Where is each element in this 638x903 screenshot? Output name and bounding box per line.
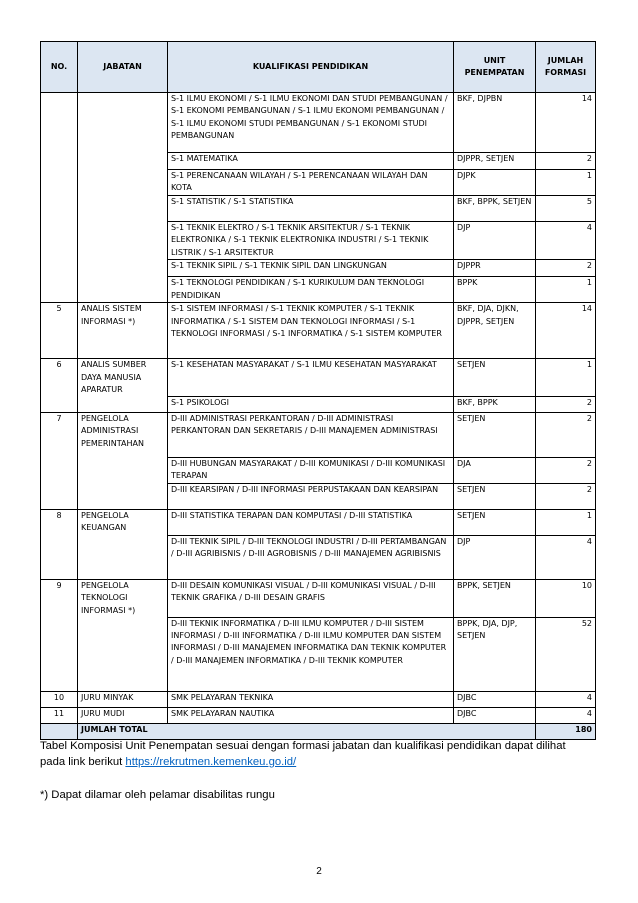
cell-no: 10 — [41, 691, 78, 707]
cell-unit: BKF, DJPBN — [454, 93, 536, 153]
table-body — [41, 93, 596, 740]
table-header-row — [41, 42, 596, 93]
recruitment-link[interactable]: https://rekrutmen.kemenkeu.go.id/ — [125, 756, 297, 768]
cell-kualifikasi: D-III ADMINISTRASI PERKANTORAN / D-III ADMINISTRASI PERKANTORAN DAN SEKRETARIS / D-III MANAJEMEN ADMINISTRASI — [168, 412, 454, 457]
total-value: 180 — [536, 723, 596, 739]
table-row — [41, 359, 596, 397]
formation-table — [40, 41, 596, 740]
cell-kualifikasi: S-1 SISTEM INFORMASI / S-1 TEKNIK KOMPUTER / S-1 TEKNIK INFORMATIKA / S-1 SISTEM DAN TEKNOLOGI INFORMASI / S-1 TEKNOLOGI INFORMASI / S-1 INFORMATIKA / S-1 SISTEM KOMPUTER — [168, 303, 454, 359]
table-row — [41, 260, 596, 277]
cell-formasi: 14 — [536, 93, 596, 153]
cell-jabatan: JURU MUDI — [78, 707, 168, 723]
table-row — [41, 396, 596, 412]
cell-no: 11 — [41, 707, 78, 723]
cell-jabatan: PENGELOLA ADMINISTRASI PEMERINTAHAN — [78, 412, 168, 457]
cell-no — [41, 93, 78, 153]
note-line-2 — [40, 754, 296, 770]
cell-unit: SETJEN — [454, 509, 536, 535]
cell-no: 7 — [41, 412, 78, 457]
cell-formasi: 1 — [536, 509, 596, 535]
cell-formasi: 2 — [536, 396, 596, 412]
cell-jabatan — [78, 260, 168, 277]
cell-no — [41, 260, 78, 277]
table-row — [41, 483, 596, 509]
cell-unit: DJBC — [454, 691, 536, 707]
table-row — [41, 303, 596, 359]
cell-kualifikasi: S-1 MATEMATIKA — [168, 153, 454, 170]
cell-unit: DJPK — [454, 170, 536, 196]
table-row — [41, 707, 596, 723]
cell-jabatan — [78, 153, 168, 170]
cell-formasi: 4 — [536, 691, 596, 707]
cell-kualifikasi: D-III DESAIN KOMUNIKASI VISUAL / D-III KOMUNIKASI VISUAL / D-III TEKNIK GRAFIKA / D-III DESAIN GRAFIS — [168, 579, 454, 617]
cell-kualifikasi: S-1 PSIKOLOGI — [168, 396, 454, 412]
cell-no: 9 — [41, 579, 78, 617]
table-row — [41, 535, 596, 579]
cell-formasi: 1 — [536, 359, 596, 397]
table-row — [41, 412, 596, 457]
cell-unit: DJA — [454, 457, 536, 483]
cell-no — [41, 457, 78, 483]
header-no: NO. — [41, 42, 78, 93]
cell-formasi: 2 — [536, 483, 596, 509]
cell-unit: SETJEN — [454, 483, 536, 509]
cell-unit: BKF, BPPK — [454, 396, 536, 412]
cell-formasi: 1 — [536, 170, 596, 196]
cell-kualifikasi: S-1 TEKNIK SIPIL / S-1 TEKNIK SIPIL DAN LINGKUNGAN — [168, 260, 454, 277]
table-row — [41, 170, 596, 196]
table-row — [41, 153, 596, 170]
total-label: JUMLAH TOTAL — [78, 723, 536, 739]
table-row — [41, 222, 596, 260]
cell-no — [41, 396, 78, 412]
cell-unit: DJPPR, SETJEN — [454, 153, 536, 170]
cell-kualifikasi: S-1 STATISTIK / S-1 STATISTIKA — [168, 196, 454, 222]
cell-no — [41, 483, 78, 509]
cell-no — [41, 153, 78, 170]
cell-jabatan: ANALIS SISTEM INFORMASI *) — [78, 303, 168, 359]
cell-jabatan — [78, 396, 168, 412]
cell-formasi: 2 — [536, 412, 596, 457]
header-jabatan: JABATAN — [78, 42, 168, 93]
cell-jabatan — [78, 617, 168, 691]
cell-kualifikasi: S-1 TEKNOLOGI PENDIDIKAN / S-1 KURIKULUM DAN TEKNOLOGI PENDIDIKAN — [168, 277, 454, 303]
cell-unit: SETJEN — [454, 359, 536, 397]
note-link-prefix: pada link berikut — [40, 756, 126, 768]
cell-formasi: 4 — [536, 535, 596, 579]
footnote-disability: *) Dapat dilamar oleh pelamar disabilitas rungu — [40, 789, 275, 801]
page-number: 2 — [316, 866, 322, 877]
cell-unit: SETJEN — [454, 412, 536, 457]
cell-jabatan — [78, 93, 168, 153]
table-row — [41, 277, 596, 303]
cell-jabatan — [78, 170, 168, 196]
cell-jabatan: PENGELOLA KEUANGAN — [78, 509, 168, 535]
cell-jabatan — [78, 196, 168, 222]
table-row — [41, 579, 596, 617]
cell-jabatan — [78, 457, 168, 483]
cell-kualifikasi: D-III KEARSIPAN / D-III INFORMASI PERPUSTAKAAN DAN KEARSIPAN — [168, 483, 454, 509]
cell-formasi: 52 — [536, 617, 596, 691]
total-empty-cell — [41, 723, 78, 739]
cell-unit: BPPK, SETJEN — [454, 579, 536, 617]
cell-jabatan: JURU MINYAK — [78, 691, 168, 707]
header-formasi: JUMLAH FORMASI — [536, 42, 596, 93]
cell-jabatan: ANALIS SUMBER DAYA MANUSIA APARATUR — [78, 359, 168, 397]
cell-kualifikasi: D-III STATISTIKA TERAPAN DAN KOMPUTASI / D-III STATISTIKA — [168, 509, 454, 535]
header-kualifikasi: KUALIFIKASI PENDIDIKAN — [168, 42, 454, 93]
cell-kualifikasi: D-III TEKNIK INFORMATIKA / D-III ILMU KOMPUTER / D-III SISTEM INFORMASI / D-III INFORMATIKA / D-III ILMU KOMPUTER DAN SISTEM INFORMASI / D-III MANAJEMEN INFORMATIKA DAN TEKNIK KOMPUTER / D-III MANAJEMEN INFORMATIKA / D-III TEKNIK KOMPUTER — [168, 617, 454, 691]
table-row — [41, 457, 596, 483]
cell-unit: DJBC — [454, 707, 536, 723]
cell-unit: DJPPR — [454, 260, 536, 277]
cell-jabatan: PENGELOLA TEKNOLOGI INFORMASI *) — [78, 579, 168, 617]
cell-kualifikasi: S-1 ILMU EKONOMI / S-1 ILMU EKONOMI DAN STUDI PEMBANGUNAN / S-1 EKONOMI PEMBANGUNAN / S-1 ILMU EKONOMI PEMBANGUNAN / S-1 ILMU EKONOMI STUDI PEMBANGUNAN / S-1 EKONOMI STUDI PEMBANGUNAN — [168, 93, 454, 153]
cell-kualifikasi: S-1 KESEHATAN MASYARAKAT / S-1 ILMU KESEHATAN MASYARAKAT — [168, 359, 454, 397]
cell-no: 5 — [41, 303, 78, 359]
cell-no: 6 — [41, 359, 78, 397]
cell-jabatan — [78, 277, 168, 303]
cell-formasi: 10 — [536, 579, 596, 617]
header-unit: UNIT PENEMPATAN — [454, 42, 536, 93]
cell-unit: BKF, DJA, DJKN, DJPPR, SETJEN — [454, 303, 536, 359]
cell-jabatan — [78, 535, 168, 579]
table-total-row — [41, 723, 596, 739]
table-row — [41, 196, 596, 222]
table-row — [41, 691, 596, 707]
cell-unit: BPPK — [454, 277, 536, 303]
cell-formasi: 4 — [536, 707, 596, 723]
cell-kualifikasi: S-1 PERENCANAAN WILAYAH / S-1 PERENCANAAN WILAYAH DAN KOTA — [168, 170, 454, 196]
cell-formasi: 2 — [536, 457, 596, 483]
cell-kualifikasi: SMK PELAYARAN NAUTIKA — [168, 707, 454, 723]
cell-jabatan — [78, 222, 168, 260]
cell-kualifikasi: D-III TEKNIK SIPIL / D-III TEKNOLOGI INDUSTRI / D-III PERTAMBANGAN / D-III AGRIBISNIS / D-III AGROBISNIS / D-III MANAJEMEN AGRIBISNIS — [168, 535, 454, 579]
cell-kualifikasi: D-III HUBUNGAN MASYARAKAT / D-III KOMUNIKASI / D-III KOMUNIKASI TERAPAN — [168, 457, 454, 483]
cell-formasi: 2 — [536, 260, 596, 277]
cell-formasi: 2 — [536, 153, 596, 170]
table-row — [41, 509, 596, 535]
cell-formasi: 14 — [536, 303, 596, 359]
cell-no — [41, 617, 78, 691]
cell-unit: DJP — [454, 535, 536, 579]
table-row — [41, 93, 596, 153]
cell-no — [41, 535, 78, 579]
cell-jabatan — [78, 483, 168, 509]
cell-no — [41, 222, 78, 260]
cell-unit: BPPK, DJA, DJP, SETJEN — [454, 617, 536, 691]
cell-no: 8 — [41, 509, 78, 535]
cell-kualifikasi: S-1 TEKNIK ELEKTRO / S-1 TEKNIK ARSITEKTUR / S-1 TEKNIK ELEKTRONIKA / S-1 TEKNIK ELEKTRONIKA INDUSTRI / S-1 TEKNIK LISTRIK / S-1 ARSITEKTUR — [168, 222, 454, 260]
cell-formasi: 5 — [536, 196, 596, 222]
table-row — [41, 617, 596, 691]
cell-no — [41, 170, 78, 196]
cell-no — [41, 196, 78, 222]
cell-formasi: 1 — [536, 277, 596, 303]
cell-no — [41, 277, 78, 303]
cell-unit: BKF, BPPK, SETJEN — [454, 196, 536, 222]
cell-unit: DJP — [454, 222, 536, 260]
cell-formasi: 4 — [536, 222, 596, 260]
note-line-1: Tabel Komposisi Unit Penempatan sesuai dengan formasi jabatan dan kualifikasi pendidikan dapat dilihat — [40, 740, 566, 752]
cell-kualifikasi: SMK PELAYARAN TEKNIKA — [168, 691, 454, 707]
